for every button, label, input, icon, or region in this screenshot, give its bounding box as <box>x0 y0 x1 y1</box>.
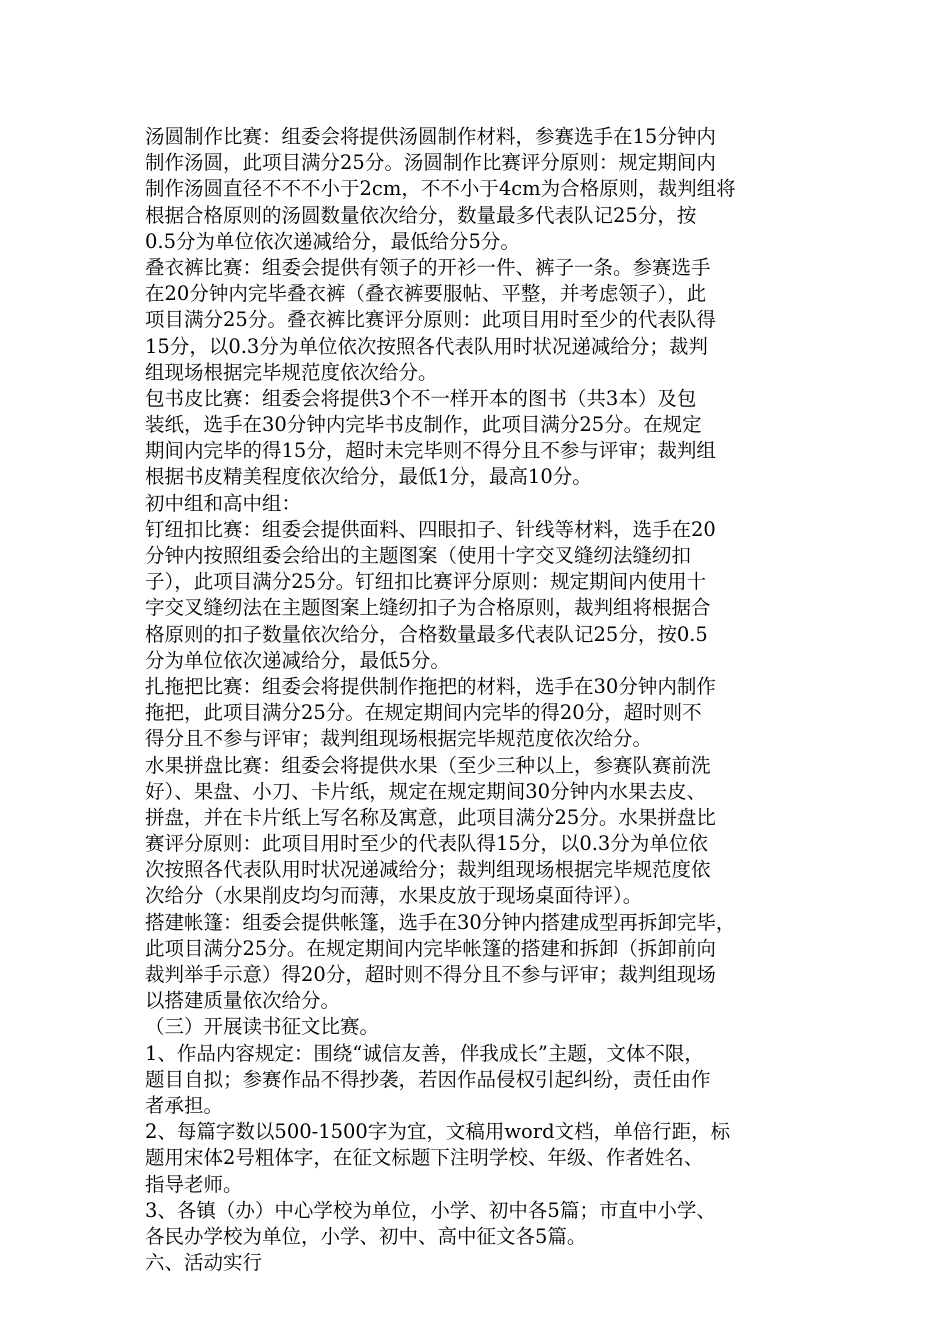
text-line: 2、每篇字数以500-1500字为宜，文稿用word文档，单倍行距，标 <box>145 1120 731 1144</box>
text-line: 分为单位依次递减给分，最低5分。 <box>145 648 450 672</box>
text-line: 期间内完毕的得15分，超时未完毕则不得分且不参与评审；裁判组 <box>145 439 716 463</box>
text-line: 以搭建质量依次给分。 <box>145 989 341 1013</box>
text-line: 裁判举手示意）得20分，超时则不得分且不参与评审；裁判组现场 <box>145 963 716 986</box>
text-line: 字交叉缝纫法在主题图案上缝纫扣子为合格原则，裁判组将根据合 <box>145 596 711 620</box>
text-line: 叠衣裤比赛：组委会提供有领子的开衫一件、裤子一条。参赛选手 <box>145 255 711 279</box>
text-line: 钉纽扣比赛：组委会提供面料、四眼扣子、针线等材料，选手在20 <box>145 517 716 541</box>
text-line: 格原则的扣子数量依次给分，合格数量最多代表队记25分，按0.5 <box>145 622 708 646</box>
text-line: 汤圆制作比赛：组委会将提供汤圆制作材料，参赛选手在15分钟内 <box>145 125 716 148</box>
text-line: 在20分钟内完毕叠衣裤（叠衣裤要服帖、平整，并考虑领子），此 <box>145 282 707 306</box>
text-line: 3、各镇（办）中心学校为单位，小学、初中各5篇；市直中小学、 <box>145 1198 716 1222</box>
text-line: 指导老师。 <box>145 1172 243 1196</box>
text-line: 子），此项目满分25分。钉纽扣比赛评分原则：规定期间内使用十 <box>145 570 707 594</box>
text-line: 搭建帐篷：组委会提供帐篷，选手在30分钟内搭建成型再拆卸完毕， <box>145 910 736 934</box>
text-line: 次给分（水果削皮均匀而薄，水果皮放于现场桌面待评）。 <box>145 884 643 908</box>
text-line: 扎拖把比赛：组委会将提供制作拖把的材料，选手在30分钟内制作 <box>145 674 716 698</box>
text-line: 根据合格原则的汤圆数量依次给分，数量最多代表队记25分，按 <box>145 203 697 227</box>
text-line: 0.5分为单位依次递减给分，最低给分5分。 <box>145 229 520 253</box>
text-line: 题用宋体2号粗体字，在征文标题下注明学校、年级、作者姓名、 <box>145 1146 704 1170</box>
text-line: 六、活动实行 <box>145 1251 263 1275</box>
text-line: 1、作品内容规定：围绕“诚信友善，伴我成长”主题，文体不限， <box>145 1041 704 1065</box>
text-line: 赛评分原则：此项目用时至少的代表队得15分，以0.3分为单位依 <box>145 832 708 856</box>
text-line: 项目满分25分。叠衣裤比赛评分原则：此项目用时至少的代表队得 <box>145 308 716 332</box>
text-line: 者承担。 <box>145 1093 224 1117</box>
text-line: 各民办学校为单位，小学、初中、高中征文各5篇。 <box>145 1224 587 1248</box>
text-line: 15分，以0.3分为单位依次按照各代表队用时状况递减给分；裁判 <box>145 334 708 358</box>
text-line: 组现场根据完毕规范度依次给分。 <box>145 360 438 384</box>
text-line: 此项目满分25分。在规定期间内完毕帐篷的搭建和拆卸（拆卸前向 <box>145 936 716 960</box>
text-line: 制作汤圆直径不不不小于2cm，不不小于4cm为合格原则，裁判组将 <box>145 177 736 201</box>
text-line: 装纸，选手在30分钟内完毕书皮制作，此项目满分25分。在规定 <box>145 413 702 437</box>
text-line: 水果拼盘比赛：组委会将提供水果（至少三种以上，参赛队赛前洗 <box>145 753 711 777</box>
text-line: （三）开展读书征文比赛。 <box>145 1015 380 1039</box>
text-line: 制作汤圆，此项目满分25分。汤圆制作比赛评分原则：规定期间内 <box>145 151 716 175</box>
text-line: 初中组和高中组： <box>145 491 302 515</box>
document-body <box>145 124 810 1276</box>
text-line: 好）、果盘、小刀、卡片纸，规定在规定期间30分钟内水果去皮、 <box>145 779 707 803</box>
text-line: 根据书皮精美程度依次给分，最低1分，最高10分。 <box>145 465 592 489</box>
text-line: 拖把，此项目满分25分。在规定期间内完毕的得20分，超时则不 <box>145 701 702 725</box>
text-line: 题目自拟；参赛作品不得抄袭，若因作品侵权引起纠纷，责任由作 <box>145 1067 711 1091</box>
text-line: 分钟内按照组委会给出的主题图案（使用十字交叉缝纫法缝纫扣 <box>145 544 692 567</box>
text-line: 次按照各代表队用时状况递减给分；裁判组现场根据完毕规范度依 <box>145 858 711 882</box>
text-line: 拼盘，并在卡片纸上写名称及寓意，此项目满分25分。水果拼盘比 <box>145 805 716 829</box>
text-line: 包书皮比赛：组委会将提供3个不一样开本的图书（共3本）及包 <box>145 386 697 410</box>
text-line: 得分且不参与评审；裁判组现场根据完毕规范度依次给分。 <box>145 727 653 751</box>
